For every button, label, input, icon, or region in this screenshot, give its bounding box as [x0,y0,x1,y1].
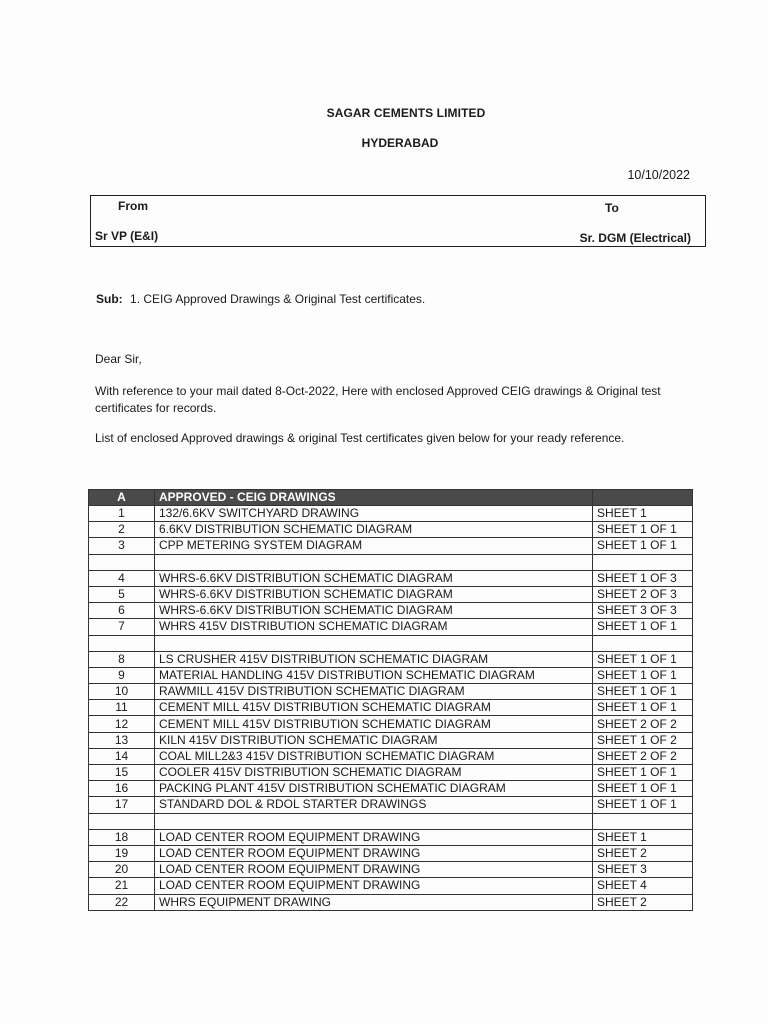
row-number: 17 [89,797,155,813]
drawing-name: RAWMILL 415V DISTRIBUTION SCHEMATIC DIAGRAM [155,684,593,700]
sheet-ref: SHEET 1 [593,506,693,522]
header-index: A [89,490,155,506]
table-row [89,781,693,797]
table-row [89,586,693,602]
sheet-ref [593,813,693,829]
sheet-ref: SHEET 3 OF 3 [593,603,693,619]
table-row [89,845,693,861]
to-value: Sr. DGM (Electrical) [579,231,691,245]
table-row [89,700,693,716]
drawing-name: LS CRUSHER 415V DISTRIBUTION SCHEMATIC DIAGRAM [155,651,593,667]
row-number: 3 [89,538,155,554]
sheet-ref: SHEET 3 [593,862,693,878]
body-paragraph-1: With reference to your mail dated 8-Oct-2022, Here with enclosed Approved CEIG drawings & Original test certificates for records. [95,384,661,415]
table-row [89,862,693,878]
row-number: 4 [89,570,155,586]
sheet-ref: SHEET 1 OF 1 [593,797,693,813]
table-row [89,538,693,554]
row-number: 7 [89,619,155,635]
table-spacer-row [89,635,693,651]
drawing-name [155,635,593,651]
row-number: 10 [89,684,155,700]
sheet-ref: SHEET 1 OF 1 [593,684,693,700]
sheet-ref: SHEET 1 OF 1 [593,667,693,683]
drawing-name: LOAD CENTER ROOM EQUIPMENT DRAWING [155,878,593,894]
row-number: 5 [89,586,155,602]
table-row [89,716,693,732]
company-name: SAGAR CEMENTS LIMITED [326,106,486,120]
table-row [89,506,693,522]
subject-text: 1. CEIG Approved Drawings & Original Test certificates. [130,292,426,306]
table-row [89,603,693,619]
sheet-ref [593,554,693,570]
to-label: To [605,201,619,215]
sheet-ref: SHEET 1 OF 2 [593,732,693,748]
sheet-ref [593,635,693,651]
row-number: 22 [89,894,155,910]
drawing-name: COAL MILL2&3 415V DISTRIBUTION SCHEMATIC DIAGRAM [155,748,593,764]
row-number: 16 [89,781,155,797]
letter-date: 10/10/2022 [627,168,690,182]
drawing-name [155,554,593,570]
drawing-name: 132/6.6KV SWITCHYARD DRAWING [155,506,593,522]
table-row [89,878,693,894]
drawing-name: MATERIAL HANDLING 415V DISTRIBUTION SCHEMATIC DIAGRAM [155,667,593,683]
drawing-name: COOLER 415V DISTRIBUTION SCHEMATIC DIAGRAM [155,765,593,781]
drawing-name: STANDARD DOL & RDOL STARTER DRAWINGS [155,797,593,813]
sheet-ref: SHEET 1 OF 1 [593,619,693,635]
drawing-name: CPP METERING SYSTEM DIAGRAM [155,538,593,554]
row-number: 13 [89,732,155,748]
table-row [89,667,693,683]
sheet-ref: SHEET 2 OF 2 [593,716,693,732]
sheet-ref: SHEET 1 OF 3 [593,570,693,586]
sheet-ref: SHEET 1 OF 1 [593,781,693,797]
row-number: 21 [89,878,155,894]
table-body [89,506,693,911]
row-number [89,813,155,829]
drawing-name: 6.6KV DISTRIBUTION SCHEMATIC DIAGRAM [155,522,593,538]
table-row [89,732,693,748]
drawing-name: WHRS-6.6KV DISTRIBUTION SCHEMATIC DIAGRAM [155,603,593,619]
sheet-ref: SHEET 1 OF 1 [593,651,693,667]
header-title: APPROVED - CEIG DRAWINGS [155,490,593,506]
drawing-name: LOAD CENTER ROOM EQUIPMENT DRAWING [155,829,593,845]
row-number: 12 [89,716,155,732]
from-value: Sr VP (E&I) [95,229,159,243]
table-row [89,797,693,813]
drawing-name: WHRS 415V DISTRIBUTION SCHEMATIC DIAGRAM [155,619,593,635]
table-row [89,522,693,538]
drawing-name: CEMENT MILL 415V DISTRIBUTION SCHEMATIC DIAGRAM [155,716,593,732]
drawing-name: KILN 415V DISTRIBUTION SCHEMATIC DIAGRAM [155,732,593,748]
sheet-ref: SHEET 1 OF 1 [593,700,693,716]
row-number: 14 [89,748,155,764]
sheet-ref: SHEET 2 [593,845,693,861]
row-number: 18 [89,829,155,845]
drawing-name: LOAD CENTER ROOM EQUIPMENT DRAWING [155,862,593,878]
sheet-ref: SHEET 2 OF 3 [593,586,693,602]
row-number [89,554,155,570]
row-number: 15 [89,765,155,781]
table-spacer-row [89,813,693,829]
table-row [89,570,693,586]
drawing-name: PACKING PLANT 415V DISTRIBUTION SCHEMATIC DIAGRAM [155,781,593,797]
salutation: Dear Sir, [95,352,142,366]
table-row [89,684,693,700]
from-label: From [118,199,148,213]
company-city: HYDERABAD [361,136,439,150]
drawings-table [88,489,693,911]
header-sheet [593,490,693,506]
table-spacer-row [89,554,693,570]
row-number: 8 [89,651,155,667]
table-row [89,651,693,667]
sheet-ref: SHEET 1 OF 1 [593,538,693,554]
table-row [89,829,693,845]
row-number: 6 [89,603,155,619]
sheet-ref: SHEET 2 OF 2 [593,748,693,764]
table-header-row [89,490,693,506]
from-to-box [90,195,706,247]
table-row [89,619,693,635]
table-row [89,765,693,781]
drawing-name: WHRS-6.6KV DISTRIBUTION SCHEMATIC DIAGRAM [155,570,593,586]
table-row [89,894,693,910]
sheet-ref: SHEET 2 [593,894,693,910]
drawing-name: WHRS EQUIPMENT DRAWING [155,894,593,910]
row-number: 19 [89,845,155,861]
row-number: 11 [89,700,155,716]
row-number: 2 [89,522,155,538]
row-number: 9 [89,667,155,683]
row-number: 20 [89,862,155,878]
subject-label: Sub: [96,292,123,306]
drawing-name: CEMENT MILL 415V DISTRIBUTION SCHEMATIC DIAGRAM [155,700,593,716]
row-number [89,635,155,651]
sheet-ref: SHEET 1 OF 1 [593,765,693,781]
body-paragraph-2: List of enclosed Approved drawings & original Test certificates given below for your ready reference. [95,431,625,445]
subject-line [96,292,425,306]
drawing-name: LOAD CENTER ROOM EQUIPMENT DRAWING [155,845,593,861]
sheet-ref: SHEET 4 [593,878,693,894]
sheet-ref: SHEET 1 OF 1 [593,522,693,538]
row-number: 1 [89,506,155,522]
drawing-name: WHRS-6.6KV DISTRIBUTION SCHEMATIC DIAGRAM [155,586,593,602]
table-row [89,748,693,764]
drawing-name [155,813,593,829]
sheet-ref: SHEET 1 [593,829,693,845]
